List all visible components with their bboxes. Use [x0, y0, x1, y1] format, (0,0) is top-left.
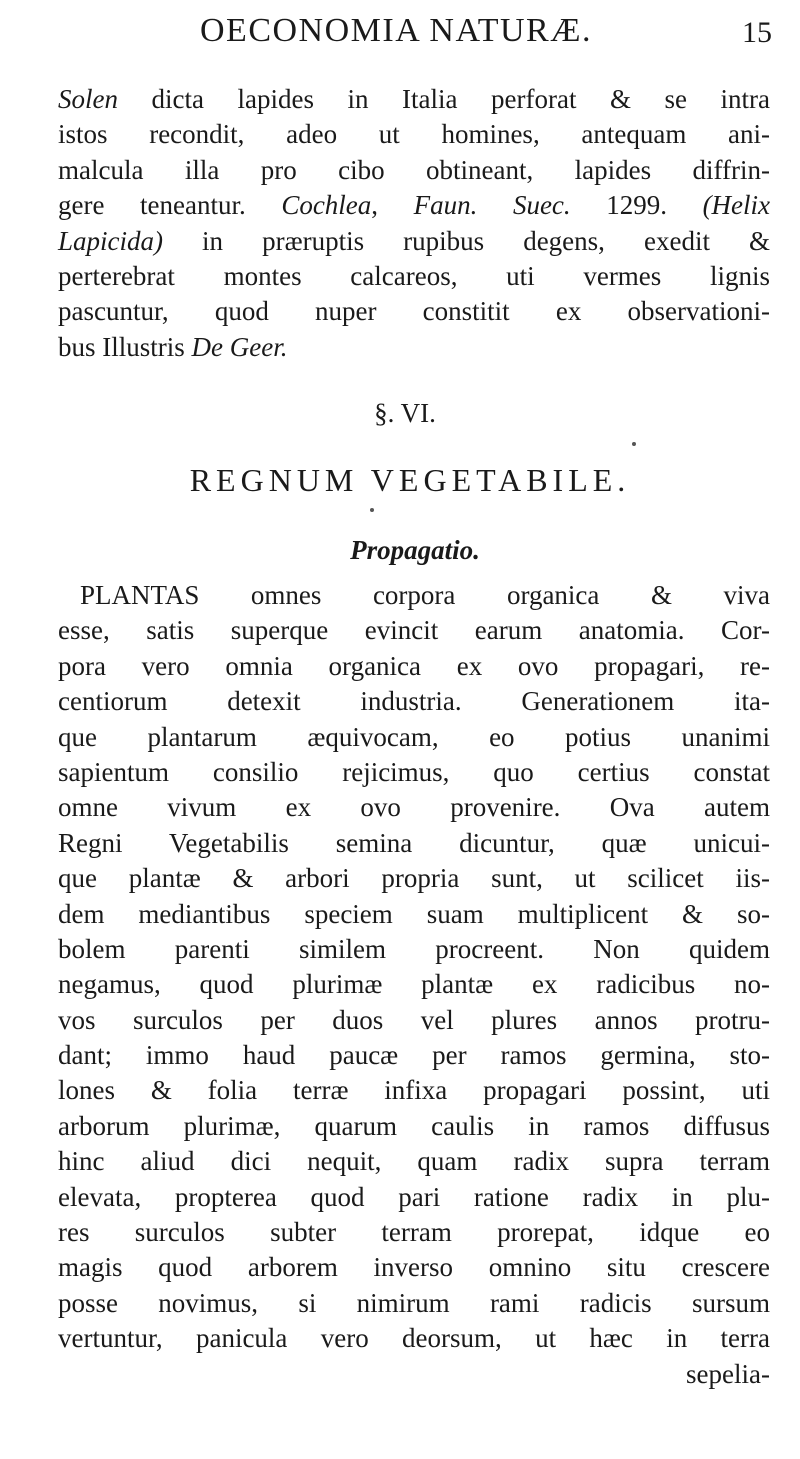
text-line: istos recondit, adeo ut homines, antequam ani-: [58, 119, 770, 150]
text-line: res surculos subter terram prorepat, idque eo: [58, 1217, 770, 1248]
text-line: PLANTAS omnes corpora organica & viva: [80, 580, 770, 610]
text-line: perterebrat montes calcareos, uti vermes lignis: [58, 260, 770, 291]
text-line: sapientum consilio rejicimus, quo certius constat: [58, 756, 770, 787]
text-line: dant; immo haud paucæ per ramos germina, sto-: [58, 1040, 770, 1071]
text-line: pascuntur, quod nuper constitit ex observationi-: [58, 296, 770, 327]
subsection-title: Propagatio.: [350, 535, 480, 565]
text-line: que plantæ & arbori propria sunt, ut scilicet iis-: [58, 863, 770, 894]
running-title: OECONOMIA NATURÆ.: [200, 12, 592, 49]
text-line: lones & folia terræ infixa propagari possint, uti: [58, 1075, 770, 1106]
text-line: esse, satis superque evincit earum anatomia. Cor-: [58, 615, 770, 646]
text-line: omne vivum ex ovo provenire. Ova autem: [58, 792, 770, 823]
text-line: pora vero omnia organica ex ovo propagari, re-: [58, 650, 770, 681]
text-line: arborum plurimæ, quarum caulis in ramos diffusus: [58, 1110, 770, 1141]
text-line: bolem parenti similem procreent. Non quidem: [58, 933, 770, 964]
catchword: sepelia-: [686, 1358, 770, 1389]
text-line: centiorum detexit industria. Generationem ita-: [58, 686, 770, 717]
print-speck: [632, 442, 636, 446]
text-line: malcula illa pro cibo obtineant, lapides diffrin-: [58, 154, 770, 185]
text-line: vos surculos per duos vel plures annos protru-: [58, 1004, 770, 1035]
page-header: [0, 6, 800, 66]
text-line: Solen dicta lapides in Italia perforat & se intra: [58, 84, 770, 114]
text-line: vertuntur, panicula vero deorsum, ut hæc in terra: [58, 1323, 770, 1354]
section-title: REGNUM VEGETABILE.: [189, 462, 631, 498]
text-line: magis quod arborem inverso omnino situ crescere: [58, 1252, 770, 1283]
text-line: posse novimus, si nimirum rami radicis sursum: [58, 1287, 770, 1318]
text-line: gere teneantur. Cochlea, Faun. Suec. 1299. (Helix: [58, 190, 771, 221]
text-line: negamus, quod plurimæ plantæ ex radicibus no-: [58, 969, 770, 1000]
print-speck: [370, 508, 374, 512]
paragraph-2: [58, 578, 770, 1392]
text-line: Regni Vegetabilis semina dicuntur, quæ unicui-: [58, 827, 770, 858]
text-line: bus Illustris De Geer.: [58, 331, 288, 362]
text-line: Lapicida) in præruptis rupibus degens, exedit &: [58, 225, 770, 256]
text-line: dem mediantibus speciem suam multiplicent & so-: [58, 898, 770, 929]
text-line: que plantarum æquivocam, eo potius unanimi: [58, 721, 770, 752]
page-number: 15: [742, 16, 772, 49]
text-line: elevata, propterea quod pari ratione radix in plu-: [58, 1181, 770, 1212]
paragraph-1: [58, 82, 770, 365]
section-number: §. VI.: [374, 398, 436, 428]
text-line: hinc aliud dici nequit, quam radix supra terram: [58, 1146, 770, 1177]
